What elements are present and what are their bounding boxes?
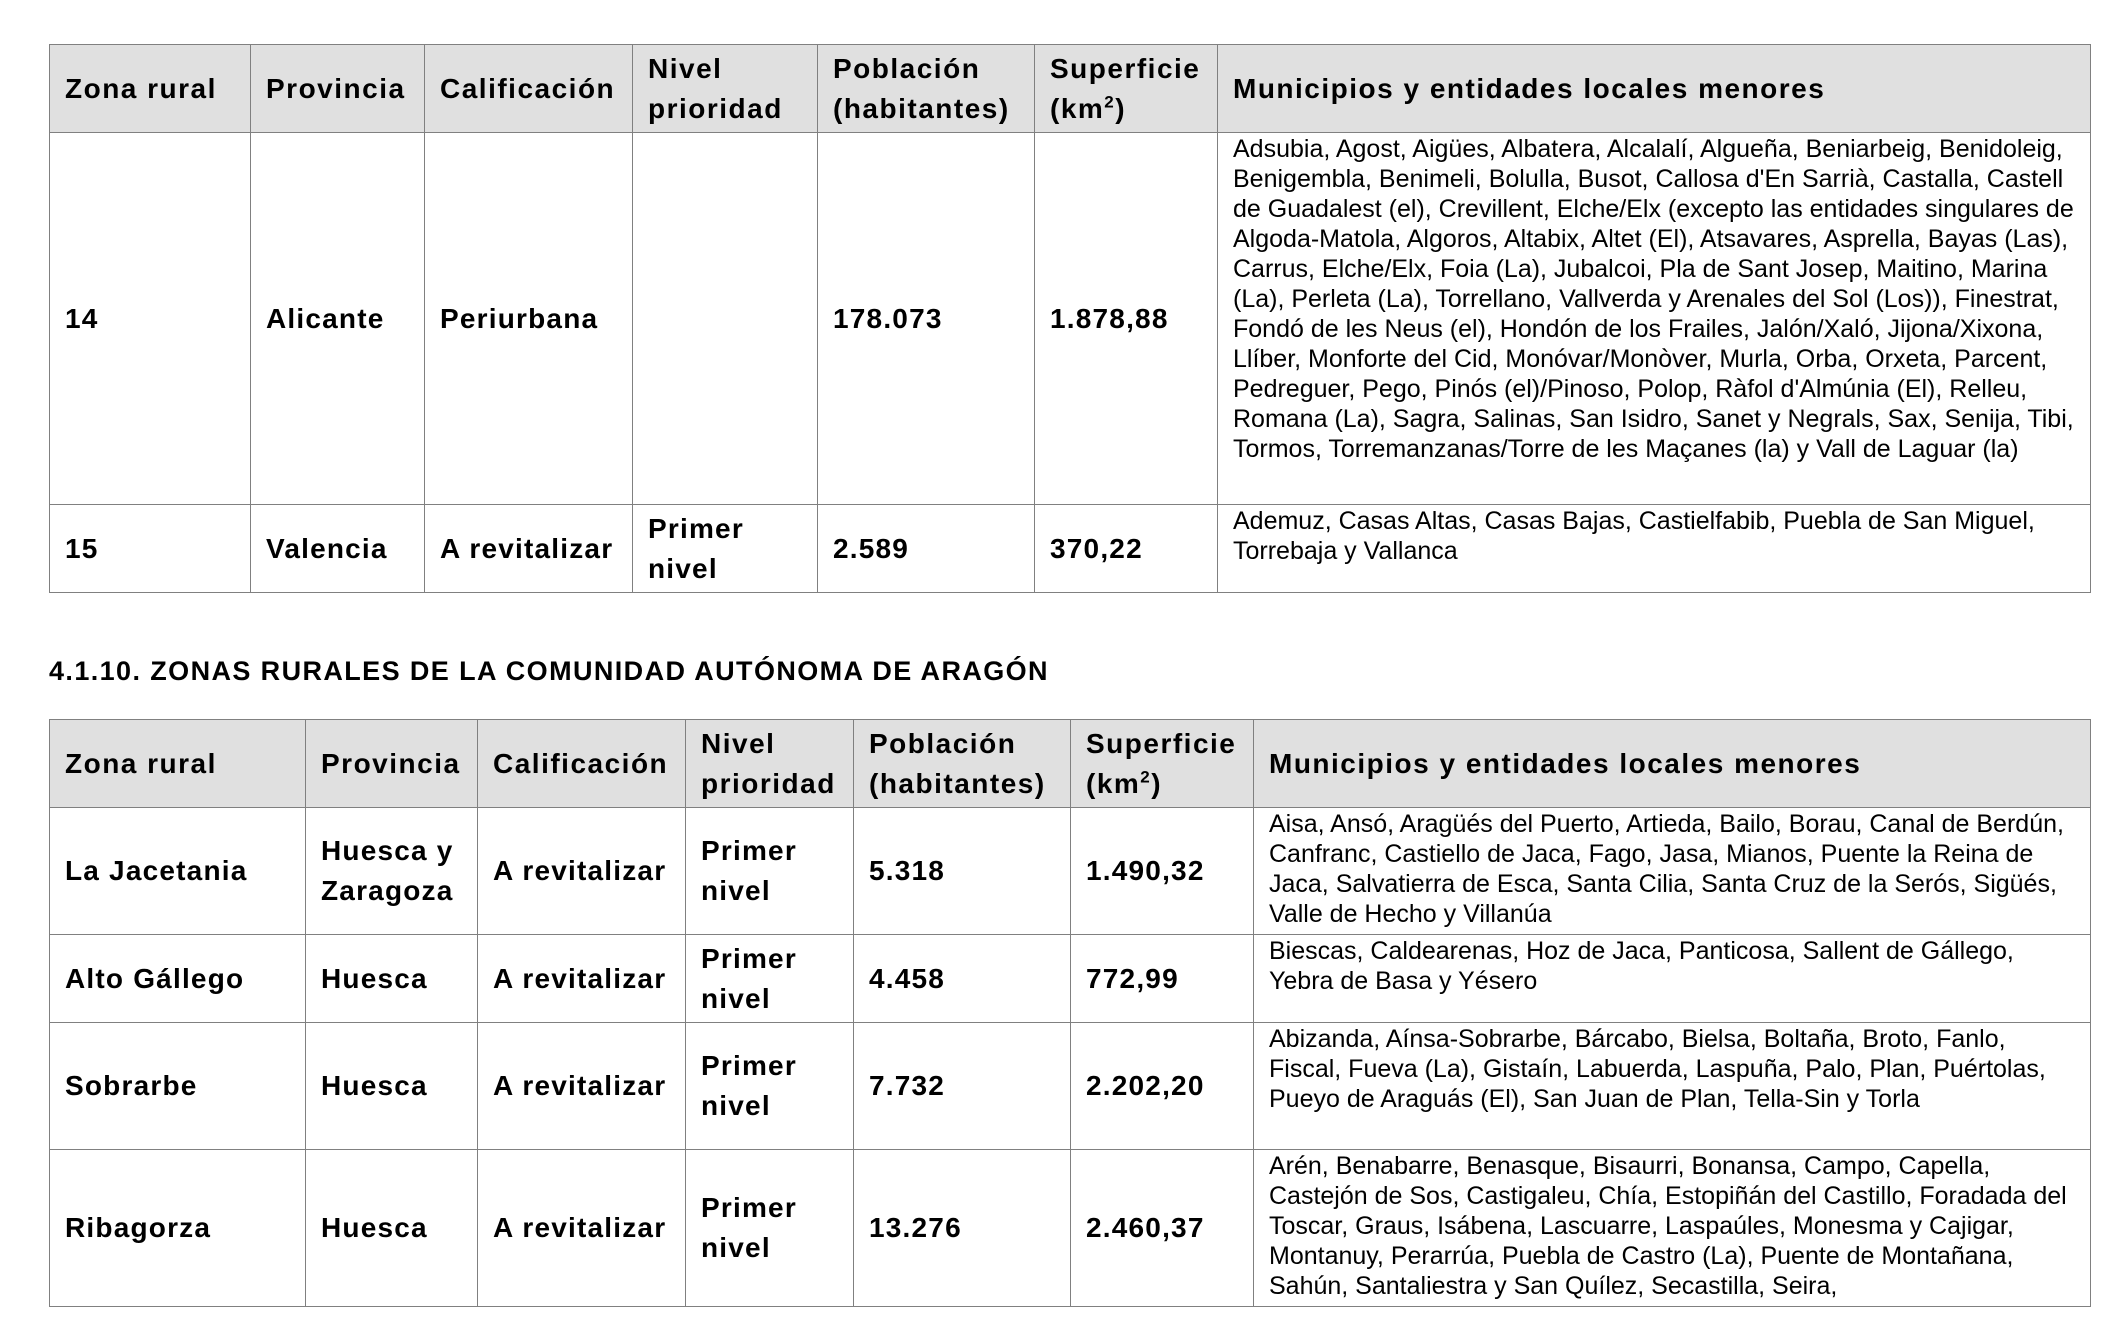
cell-provincia: Huesca — [306, 935, 478, 1023]
cell-nivel: Primer nivel — [633, 505, 818, 593]
cell-nivel: Primer nivel — [686, 935, 854, 1023]
header-poblacion: Población (habitantes) — [818, 45, 1035, 133]
header-zona-rural: Zona rural — [50, 45, 251, 133]
header-calificacion: Calificación — [478, 720, 686, 808]
table-row — [50, 1150, 2091, 1307]
header-poblacion: Población (habitantes) — [854, 720, 1071, 808]
cell-superficie: 1.490,32 — [1071, 808, 1254, 935]
cell-nivel — [633, 133, 818, 505]
cell-provincia: Huesca — [306, 1150, 478, 1307]
cell-provincia: Huesca y Zaragoza — [306, 808, 478, 935]
cell-provincia: Huesca — [306, 1023, 478, 1150]
header-municipios: Municipios y entidades locales menores — [1218, 45, 2091, 133]
cell-calificacion: A revitalizar — [478, 808, 686, 935]
cell-zona: Alto Gállego — [50, 935, 306, 1023]
cell-calificacion: A revitalizar — [478, 935, 686, 1023]
cell-municipios: Ademuz, Casas Altas, Casas Bajas, Castielfabib, Puebla de San Miguel, Torrebaja y Vallanca — [1218, 505, 2091, 593]
table-header-row — [50, 720, 2091, 808]
cell-nivel: Primer nivel — [686, 808, 854, 935]
header-nivel-prioridad: Nivel prioridad — [633, 45, 818, 133]
cell-municipios: Aisa, Ansó, Aragüés del Puerto, Artieda, Bailo, Borau, Canal de Berdún, Canfranc, Castiello de Jaca, Fago, Jasa, Mianos, Puente la Reina de Jaca, Salvatierra de Esca, Santa Cilia, Santa Cruz de la Serós, Sigüés, Valle de Hecho y Villanúa — [1254, 808, 2091, 935]
cell-poblacion: 7.732 — [854, 1023, 1071, 1150]
table-row — [50, 935, 2091, 1023]
cell-nivel: Primer nivel — [686, 1023, 854, 1150]
cell-zona: Sobrarbe — [50, 1023, 306, 1150]
header-municipios: Municipios y entidades locales menores — [1254, 720, 2091, 808]
header-provincia: Provincia — [306, 720, 478, 808]
header-calificacion: Calificación — [425, 45, 633, 133]
header-superficie: Superficie $(km^2)$ — [1035, 45, 1218, 133]
cell-municipios: Abizanda, Aínsa-Sobrarbe, Bárcabo, Bielsa, Boltaña, Broto, Fanlo, Fiscal, Fueva (La), Gistaín, Labuerda, Laspuña, Palo, Plan, Puértolas, Pueyo de Araguás (El), San Juan de Plan, Tella-Sin y Torla — [1254, 1023, 2091, 1150]
cell-superficie: 2.460,37 — [1071, 1150, 1254, 1307]
section-title: 4.1.10. ZONAS RURALES DE LA COMUNIDAD AUTÓNOMA DE ARAGÓN — [49, 656, 1049, 686]
cell-municipios: Biescas, Caldearenas, Hoz de Jaca, Panticosa, Sallent de Gállego, Yebra de Basa y Yésero — [1254, 935, 2091, 1023]
cell-provincia: Alicante — [251, 133, 425, 505]
cell-poblacion: 178.073 — [818, 133, 1035, 505]
cell-calificacion: A revitalizar — [478, 1150, 686, 1307]
cell-nivel: Primer nivel — [686, 1150, 854, 1307]
zonas-table-aragon — [49, 719, 2091, 1307]
cell-calificacion: A revitalizar — [478, 1023, 686, 1150]
cell-calificacion: A revitalizar — [425, 505, 633, 593]
cell-poblacion: 5.318 — [854, 808, 1071, 935]
header-nivel-prioridad: Nivel prioridad — [686, 720, 854, 808]
cell-municipios: Arén, Benabarre, Benasque, Bisaurri, Bonansa, Campo, Capella, Castejón de Sos, Castigaleu, Chía, Estopiñán del Castillo, Foradada del Toscar, Graus, Isábena, Lascuarre, Laspaúles, Monesma y Cajigar, Montanuy, Perarrúa, Puebla de Castro (La), Puente de Montañana, Sahún, Santaliestra y San Quílez, Secastilla, Seira, — [1254, 1150, 2091, 1307]
cell-zona: 14 — [50, 133, 251, 505]
cell-zona: 15 — [50, 505, 251, 593]
header-provincia: Provincia — [251, 45, 425, 133]
cell-zona: Ribagorza — [50, 1150, 306, 1307]
cell-municipios: Adsubia, Agost, Aigües, Albatera, Alcalalí, Algueña, Beniarbeig, Benidoleig, Benigembla, Benimeli, Bolulla, Busot, Callosa d'En Sarrià, Castalla, Castell de Guadalest (el), Crevillent, Elche/Elx (excepto las entidades singulares de Algoda-Matola, Algoros, Altabix, Altet (El), Atsavares, Asprella, Bayas (Las), Carrus, Elche/Elx, Foia (La), Jubalcoi, Pla de Sant Josep, Maitino, Marina (La), Perleta (La), Torrellano, Vallverda y Arenales del Sol (Los)), Finestrat, Fondó de les Neus (el), Hondón de los Frailes, Jalón/Xaló, Jijona/Xixona, Llíber, Monforte del Cid, Monóvar/Monòver, Murla, Orba, Orxeta, Parcent, Pedreguer, Pego, Pinós (el)/Pinoso, Polop, Ràfol d'Almúnia (El), Relleu, Romana (La), Sagra, Salinas, San Isidro, Sanet y Negrals, Sax, Senija, Tibi, Tormos, Torremanzanas/Torre de les Maçanes (la) y Vall de Laguar (la) — [1218, 133, 2091, 505]
cell-poblacion: 4.458 — [854, 935, 1071, 1023]
table-header-row — [50, 45, 2091, 133]
header-zona-rural: Zona rural — [50, 720, 306, 808]
cell-superficie: 370,22 — [1035, 505, 1218, 593]
table-row — [50, 133, 2091, 505]
cell-superficie: 772,99 — [1071, 935, 1254, 1023]
cell-poblacion: 2.589 — [818, 505, 1035, 593]
table-row — [50, 808, 2091, 935]
cell-provincia: Valencia — [251, 505, 425, 593]
table-row — [50, 505, 2091, 593]
cell-superficie: 2.202,20 — [1071, 1023, 1254, 1150]
cell-calificacion: Periurbana — [425, 133, 633, 505]
header-superficie: Superficie $(km^2)$ — [1071, 720, 1254, 808]
zonas-table-valencia — [49, 44, 2091, 593]
cell-zona: La Jacetania — [50, 808, 306, 935]
cell-poblacion: 13.276 — [854, 1150, 1071, 1307]
cell-superficie: 1.878,88 — [1035, 133, 1218, 505]
table-row — [50, 1023, 2091, 1150]
